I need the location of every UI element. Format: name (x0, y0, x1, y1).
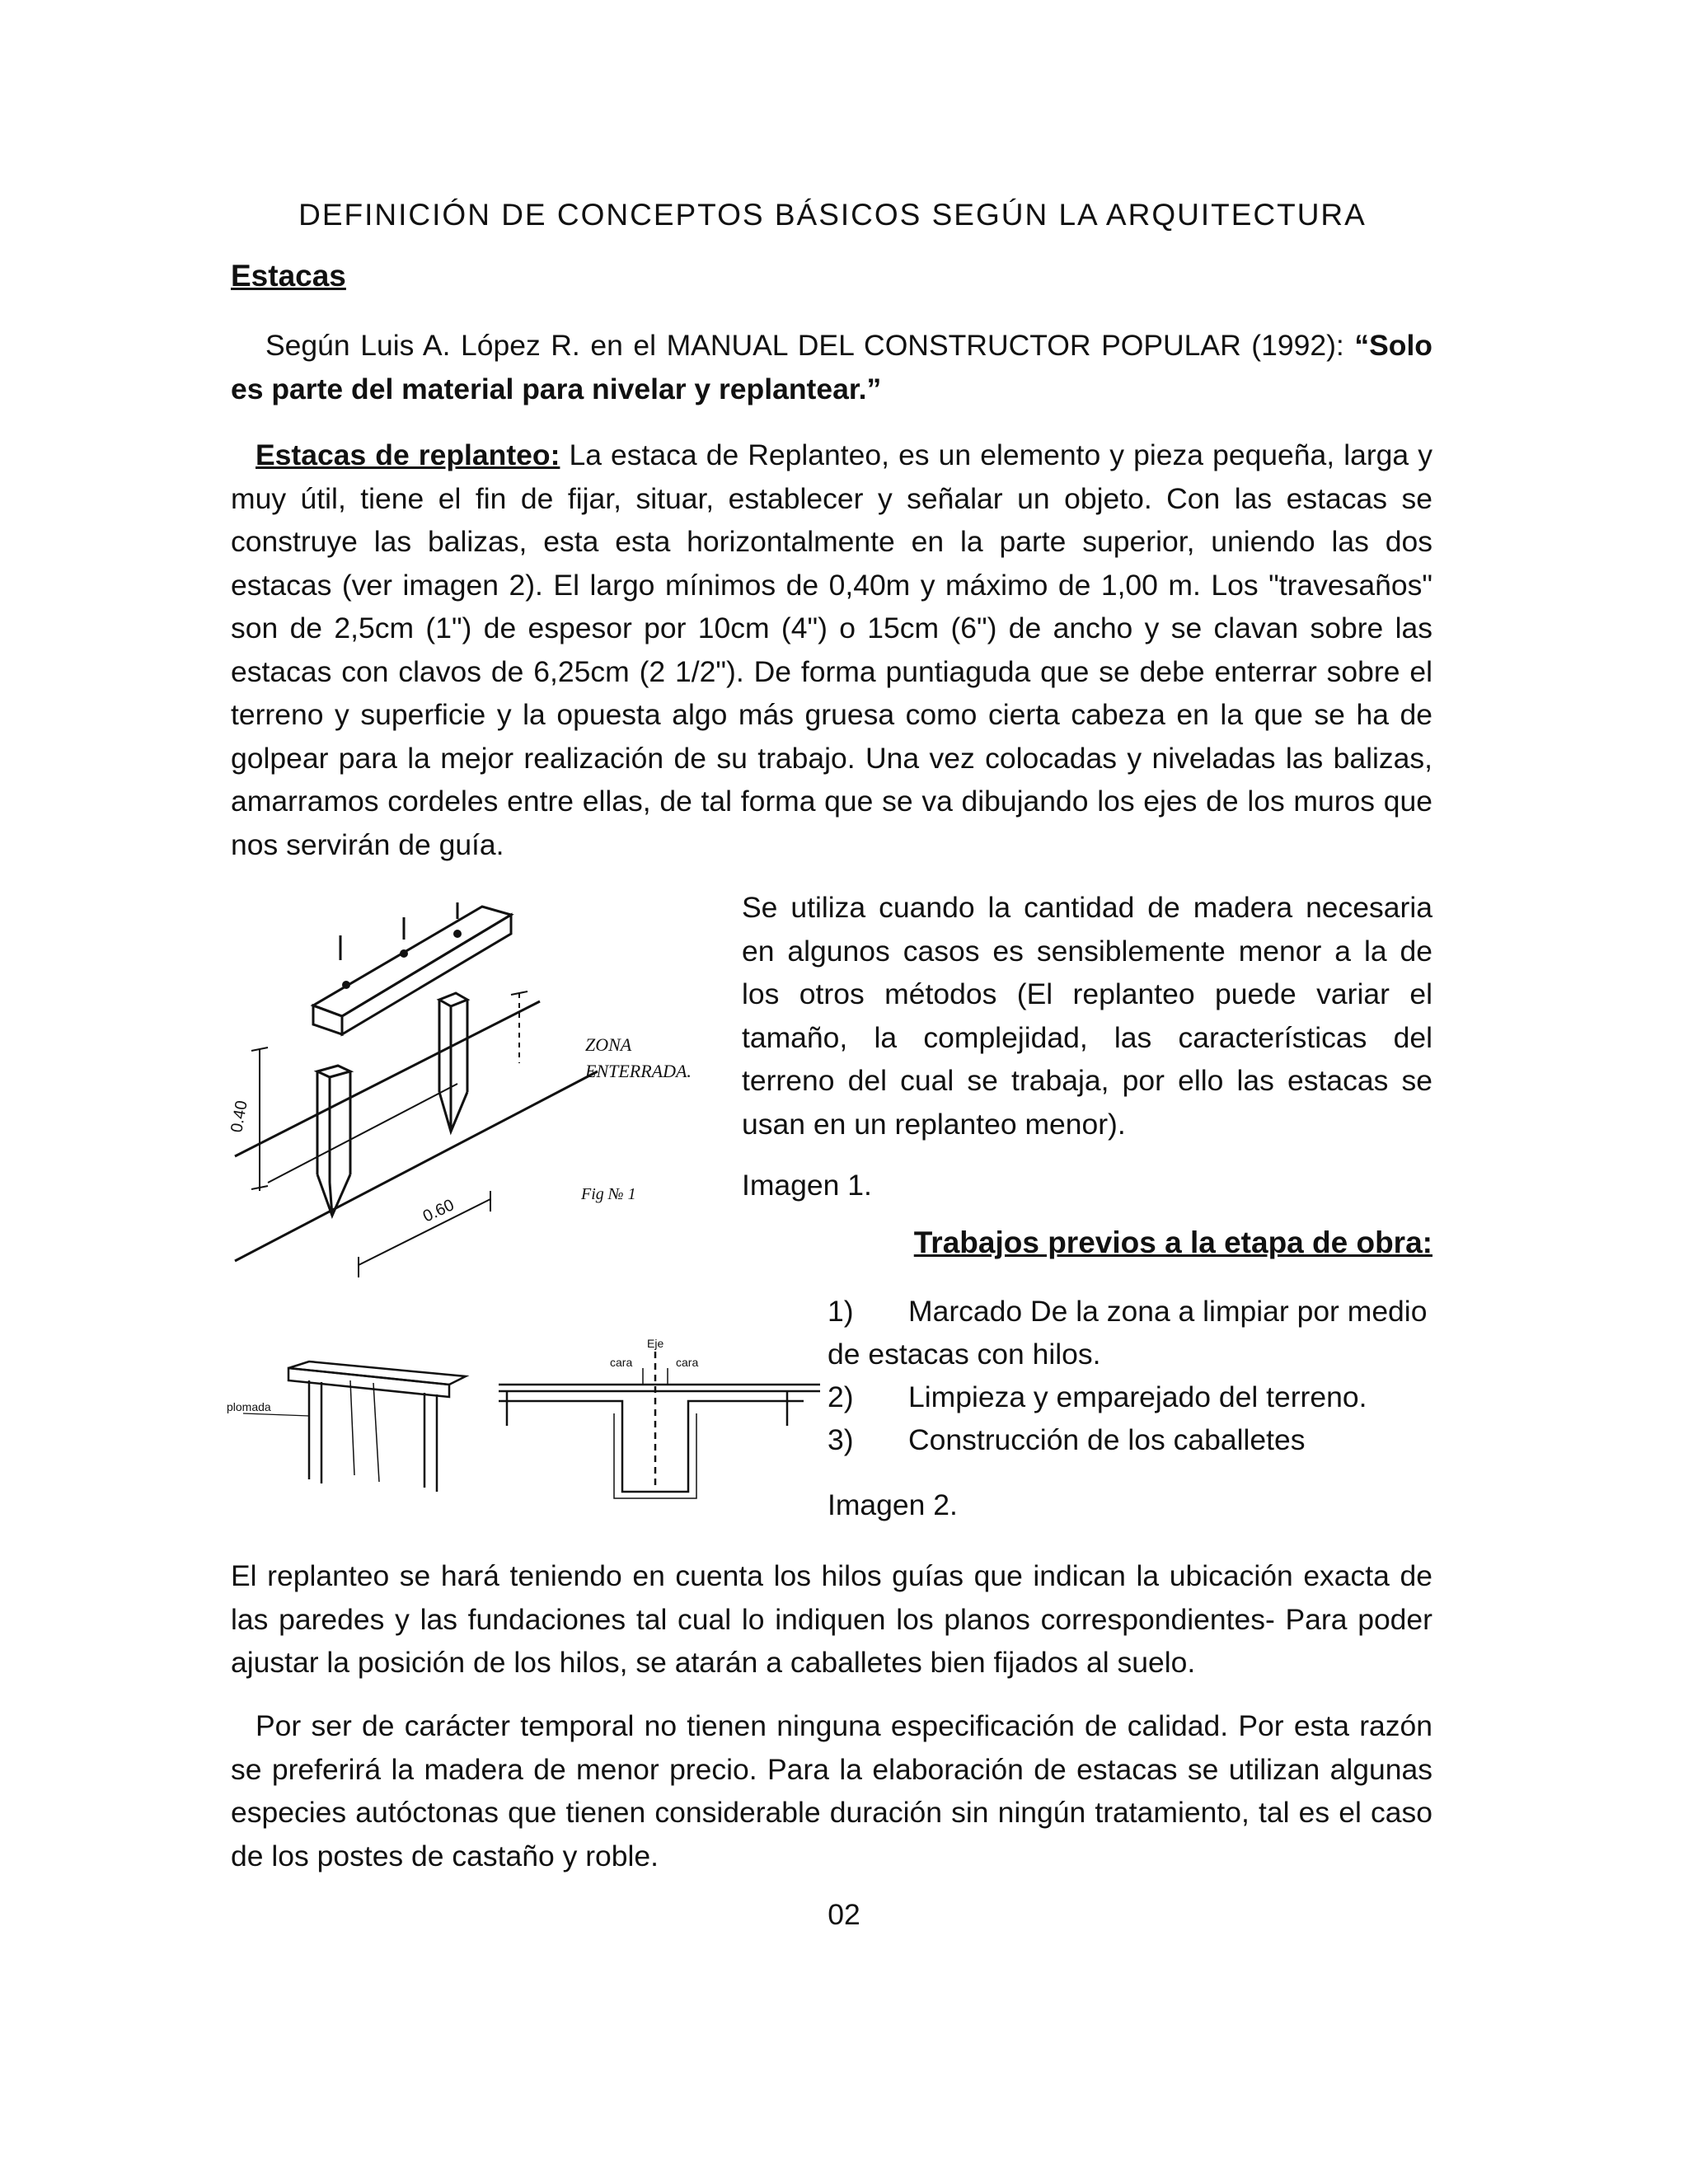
dim-vertical-label: 0.40 (227, 1099, 251, 1134)
list-item-number: 1) (828, 1295, 854, 1328)
side-paragraph: Se utiliza cuando la cantidad de madera necesaria en algunos casos es sensiblemente menor a la de los otros métodos (El replanteo puede variar el tamaño, la complejidad, las características del terreno del cual se trabaja, por ello las estacas se usan en un replanteo menor). (742, 891, 1432, 1141)
figure-1-stakes-drawing (227, 894, 729, 1282)
zone-label-2: ENTERRADA. (585, 1061, 692, 1081)
replanteo-paragraph (231, 434, 1432, 866)
list-item (828, 1290, 1432, 1333)
intro-paragraph (231, 324, 1432, 410)
page-number: 02 (828, 1898, 860, 1931)
caption-imagen-2: Imagen 2. (828, 1488, 958, 1521)
plomada-label: plomada (227, 1400, 271, 1413)
replanteo-text: La estaca de Replanteo, es un elemento y pieza pequeña, larga y muy útil, tiene el fin de fijar, situar, establecer y señalar un objeto. Con las estacas se construye las balizas, esta esta horizontalmente en la parte superior, uniendo las dos estacas (ver imagen 2). El largo mínimos de 0,40m y máximo de 1,00 m. Los "travesaños" son de 2,5cm (1") de espesor por 10cm (4") o 15cm (6") de ancho y se clavan sobre las estacas con clavos de 6,25cm (2 1/2"). De forma puntiaguda que se debe enterrar sobre el terreno y superficie y la opuesta algo más gruesa como cierta cabeza en la que se ha de golpear para la mejor realización de su trabajo. Una vez colocadas y niveladas las balizas, amarramos cordeles entre ellas, de tal forma que se va dibujando los ejes de los muros que nos servirán de guía. (231, 438, 1432, 861)
works-heading: Trabajos previos a la etapa de obra: (913, 1226, 1432, 1259)
list-item-text: Marcado De la zona a limpiar por medio (908, 1295, 1428, 1328)
fig-label: Fig № 1 (581, 1185, 636, 1203)
dim-bottom-label: 0.60 (420, 1196, 457, 1226)
intro-quote: “Solo es parte del material para nivelar y replantear.” (231, 329, 1432, 405)
list-item-number: 3) (828, 1423, 854, 1456)
replanteo-term: Estacas de replanteo: (256, 438, 560, 471)
list-item-continuation: de estacas con hilos. (828, 1338, 1101, 1371)
section-heading-estacas: Estacas (231, 259, 346, 293)
cara-right-label: cara (676, 1356, 699, 1369)
temporal-paragraph: Por ser de carácter temporal no tienen ninguna especificación de calidad. Por esta razón se preferirá la madera de menor precio. Para la elaboración de estacas se utilizan algunas especies autóctonas que tienen considerable duración sin ningún tratamiento, tal es el caso de los postes de castaño y roble. (231, 1709, 1432, 1872)
document-title: DEFINICIÓN DE CONCEPTOS BÁSICOS SEGÚN LA ARQUITECTURA (298, 198, 1367, 232)
works-list (828, 1290, 1432, 1461)
caption-imagen-1: Imagen 1. (742, 1169, 872, 1202)
figure-2-batter-board-drawing (227, 1335, 820, 1504)
cara-left-label: cara (610, 1356, 633, 1369)
intro-lead: Según Luis A. López R. en el MANUAL DEL CONSTRUCTOR POPULAR (1992): (265, 329, 1355, 362)
list-item-text: Limpieza y emparejado del terreno. (908, 1380, 1367, 1413)
zone-label-1: ZONA (585, 1034, 632, 1055)
list-item (828, 1376, 1432, 1418)
list-item-number: 2) (828, 1380, 854, 1413)
list-item (828, 1418, 1432, 1461)
hilos-paragraph: El replanteo se hará teniendo en cuenta los hilos guías que indican la ubicación exacta de las paredes y las fundaciones tal cual lo indiquen los planos correspondientes- Para poder ajustar la posición de los hilos, se atarán a caballetes bien fijados al suelo. (231, 1559, 1432, 1679)
list-item-text: Construcción de los caballetes (908, 1423, 1306, 1456)
eje-label: Eje (647, 1337, 664, 1350)
